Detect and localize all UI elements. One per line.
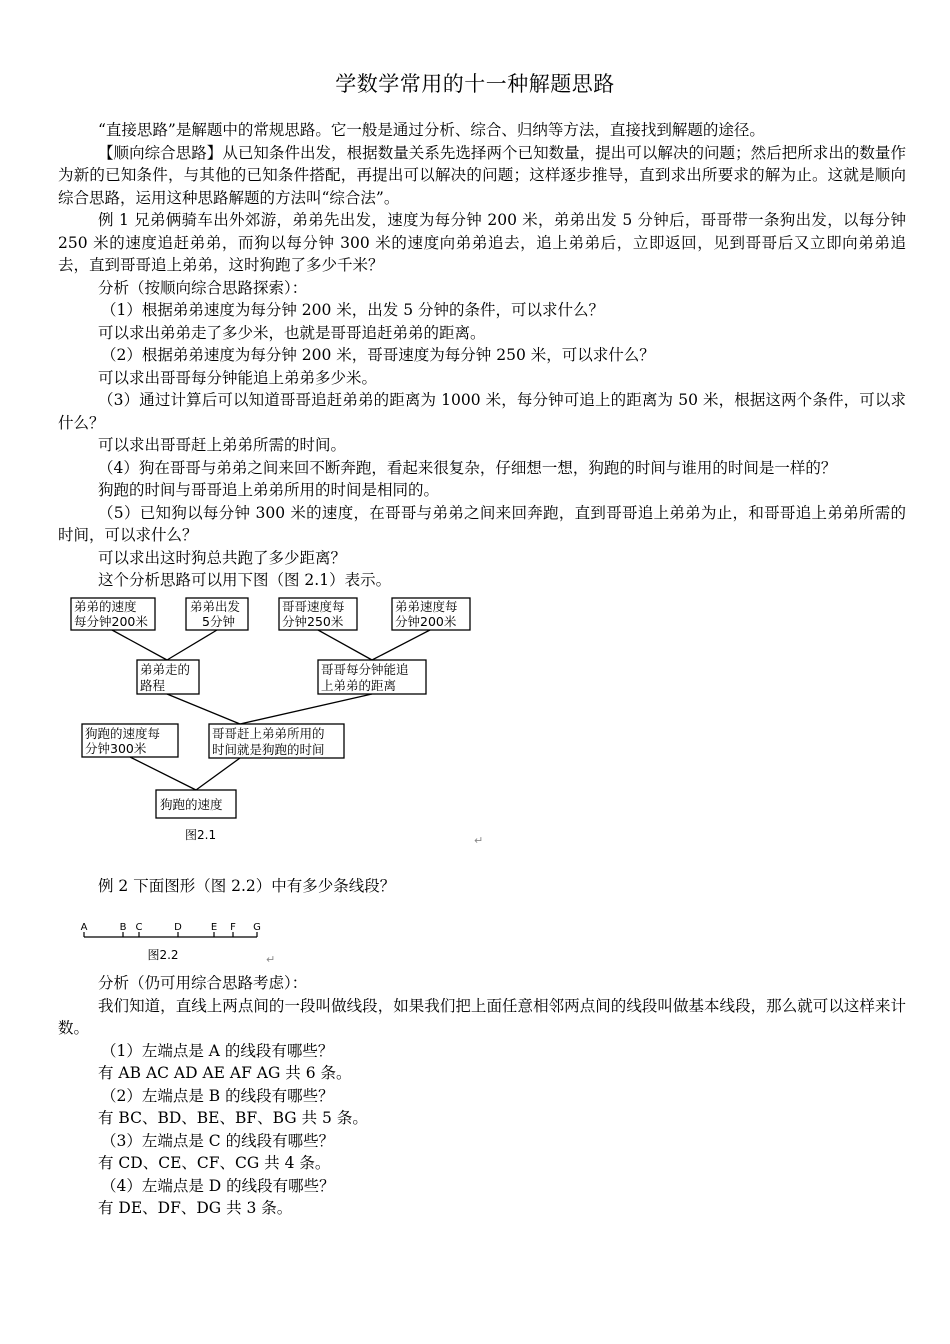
point-label: G: [253, 922, 261, 933]
step-answer: 有 CD、CE、CF、CG 共 4 条。: [98, 1154, 331, 1172]
connector-line: [196, 758, 240, 790]
box-text: 哥哥速度每: [282, 599, 345, 614]
box-text: 分钟200米: [395, 614, 457, 629]
step-question: （2）根据弟弟速度为每分钟 200 米，哥哥速度为每分钟 250 米，可以求什么？: [101, 346, 655, 364]
step-answer: 有 AB AC AD AE AF AG 共 6 条。: [98, 1064, 352, 1082]
box-text: 每分钟200米: [74, 614, 148, 629]
connector-line: [167, 630, 217, 660]
intro-paragraph: “直接思路”是解题中的常规思路。它一般是通过分析、综合、归纳等方法，直接找到解题的途径。: [98, 121, 765, 139]
connector-line: [318, 630, 372, 660]
step-question: （1）根据弟弟速度为每分钟 200 米，出发 5 分钟的条件，可以求什么？: [101, 301, 605, 319]
point-label: B: [119, 922, 127, 933]
box-text: 弟弟出发: [190, 599, 241, 614]
connector-line: [372, 630, 430, 660]
example-2: 例 2 下面图形（图 2.2）中有多少条线段？: [98, 877, 396, 895]
section-paragraph: [58, 142, 906, 210]
step-question: （2）左端点是 B 的线段有哪些？: [101, 1086, 334, 1105]
step-answer: 有 BC、BD、BE、BF、BG 共 5 条。: [98, 1109, 368, 1127]
step-question: （3）左端点是 C 的线段有哪些？: [101, 1131, 335, 1150]
box-text: 弟弟走的: [140, 662, 191, 677]
point-label: A: [80, 922, 88, 933]
page-title: 学数学常用的十一种解题思路: [335, 72, 615, 96]
box-text: 哥哥赶上弟弟所用的: [212, 726, 325, 741]
step-question: （5）已知狗以每分钟 300 米的速度，在哥哥与弟弟之间来回奔跑，直到哥哥追上弟弟为止，和哥哥追上弟弟所需的时间，可以求什么？: [58, 503, 906, 544]
box-text: 哥哥每分钟能追: [321, 662, 409, 677]
connector-line: [130, 757, 196, 790]
step-answer: 可以求出哥哥赶上弟弟所需的时间。: [98, 436, 347, 454]
analysis-2-text: 我们知道，直线上两点间的一段叫做线段，如果我们把上面任意相邻两点间的线段叫做基本线段，那么就可以这样来计数。: [58, 996, 906, 1037]
body-section-1: [58, 119, 906, 592]
figure-caption: 图2.2: [147, 948, 179, 962]
analysis-2-section: [58, 972, 906, 1220]
figure-reference: 这个分析思路可以用下图（图 2.1）表示。: [98, 571, 392, 589]
box-text: 狗跑的速度每: [85, 726, 161, 741]
box-text: 弟弟速度每: [395, 599, 458, 614]
connector-line: [240, 694, 372, 724]
box-text: 弟弟的速度: [74, 599, 137, 614]
step-answer: 可以求出这时狗总共跑了多少距离？: [98, 548, 347, 567]
return-mark-icon: ↵: [474, 834, 484, 847]
box-text: 上弟弟的距离: [321, 678, 397, 693]
point-label: F: [230, 922, 236, 933]
return-mark-icon: ↵: [266, 953, 276, 966]
section-text: 从已知条件出发，根据数量关系先选择两个已知数量，提出可以解决的问题；然后把所求出的数量作为新的已知条件，与其他的已知条件搭配，再提出可以解决的问题；这样逐步推导，直到求出所要求的解为止。这就是顺向综合思路，运用这种思路解题的方法叫“综合法”。: [58, 143, 906, 207]
step-answer: 狗跑的时间与哥哥追上弟弟所用的时间是相同的。: [98, 481, 440, 499]
box-text: 狗跑的速度: [160, 797, 223, 812]
point-label: C: [135, 922, 143, 933]
box-text: 5分钟: [202, 614, 235, 629]
point-label: D: [174, 922, 182, 933]
figure-2-1-diagram: [0, 580, 520, 860]
section-heading: 【顺向综合思路】: [98, 143, 223, 162]
step-answer: 有 DE、DF、DG 共 3 条。: [98, 1199, 293, 1217]
figure-caption: 图2.1: [185, 828, 217, 842]
figure-2-2-diagram: [0, 915, 300, 970]
analysis-2-heading: 分析（仍可用综合思路考虑）：: [98, 974, 308, 992]
box-text: 时间就是狗跑的时间: [212, 742, 325, 757]
connector-line: [112, 630, 167, 660]
step-question: （4）狗在哥哥与弟弟之间来回不断奔跑，看起来很复杂，仔细想一想，狗跑的时间与谁用的时间是一样的？: [98, 458, 837, 477]
step-question: （1）左端点是 A 的线段有哪些？: [101, 1041, 334, 1060]
example-2-section: [58, 875, 906, 898]
point-label: E: [210, 922, 218, 933]
step-answer: 可以求出哥哥每分钟能追上弟弟多少米。: [98, 368, 378, 387]
step-question: （4）左端点是 D 的线段有哪些？: [101, 1176, 335, 1195]
box-text: 分钟300米: [85, 741, 147, 756]
connector-line: [167, 694, 240, 724]
step-question: （3）通过计算后可以知道哥哥追赶弟弟的距离为 1000 米，每分钟可追上的距离为 50 米，根据这两个条件，可以求什么？: [58, 391, 906, 432]
box-text: 路程: [140, 678, 166, 693]
step-answer: 可以求出弟弟走了多少米，也就是哥哥追赶弟弟的距离。: [98, 323, 486, 342]
analysis-1-heading: 分析（按顺向综合思路探索）：: [98, 278, 308, 297]
example-1: 例 1 兄弟俩骑车出外郊游，弟弟先出发，速度为每分钟 200 米，弟弟出发 5 分钟后，哥哥带一条狗出发，以每分钟 250 米的速度追赶弟弟，而狗以每分钟 300 米的速度向弟弟追去，追上弟弟后，立即返回，见到哥哥后又立即向弟弟追去，直到哥哥追上弟弟，这时狗跑了多少千米？: [58, 211, 906, 274]
box-text: 分钟250米: [282, 614, 344, 629]
